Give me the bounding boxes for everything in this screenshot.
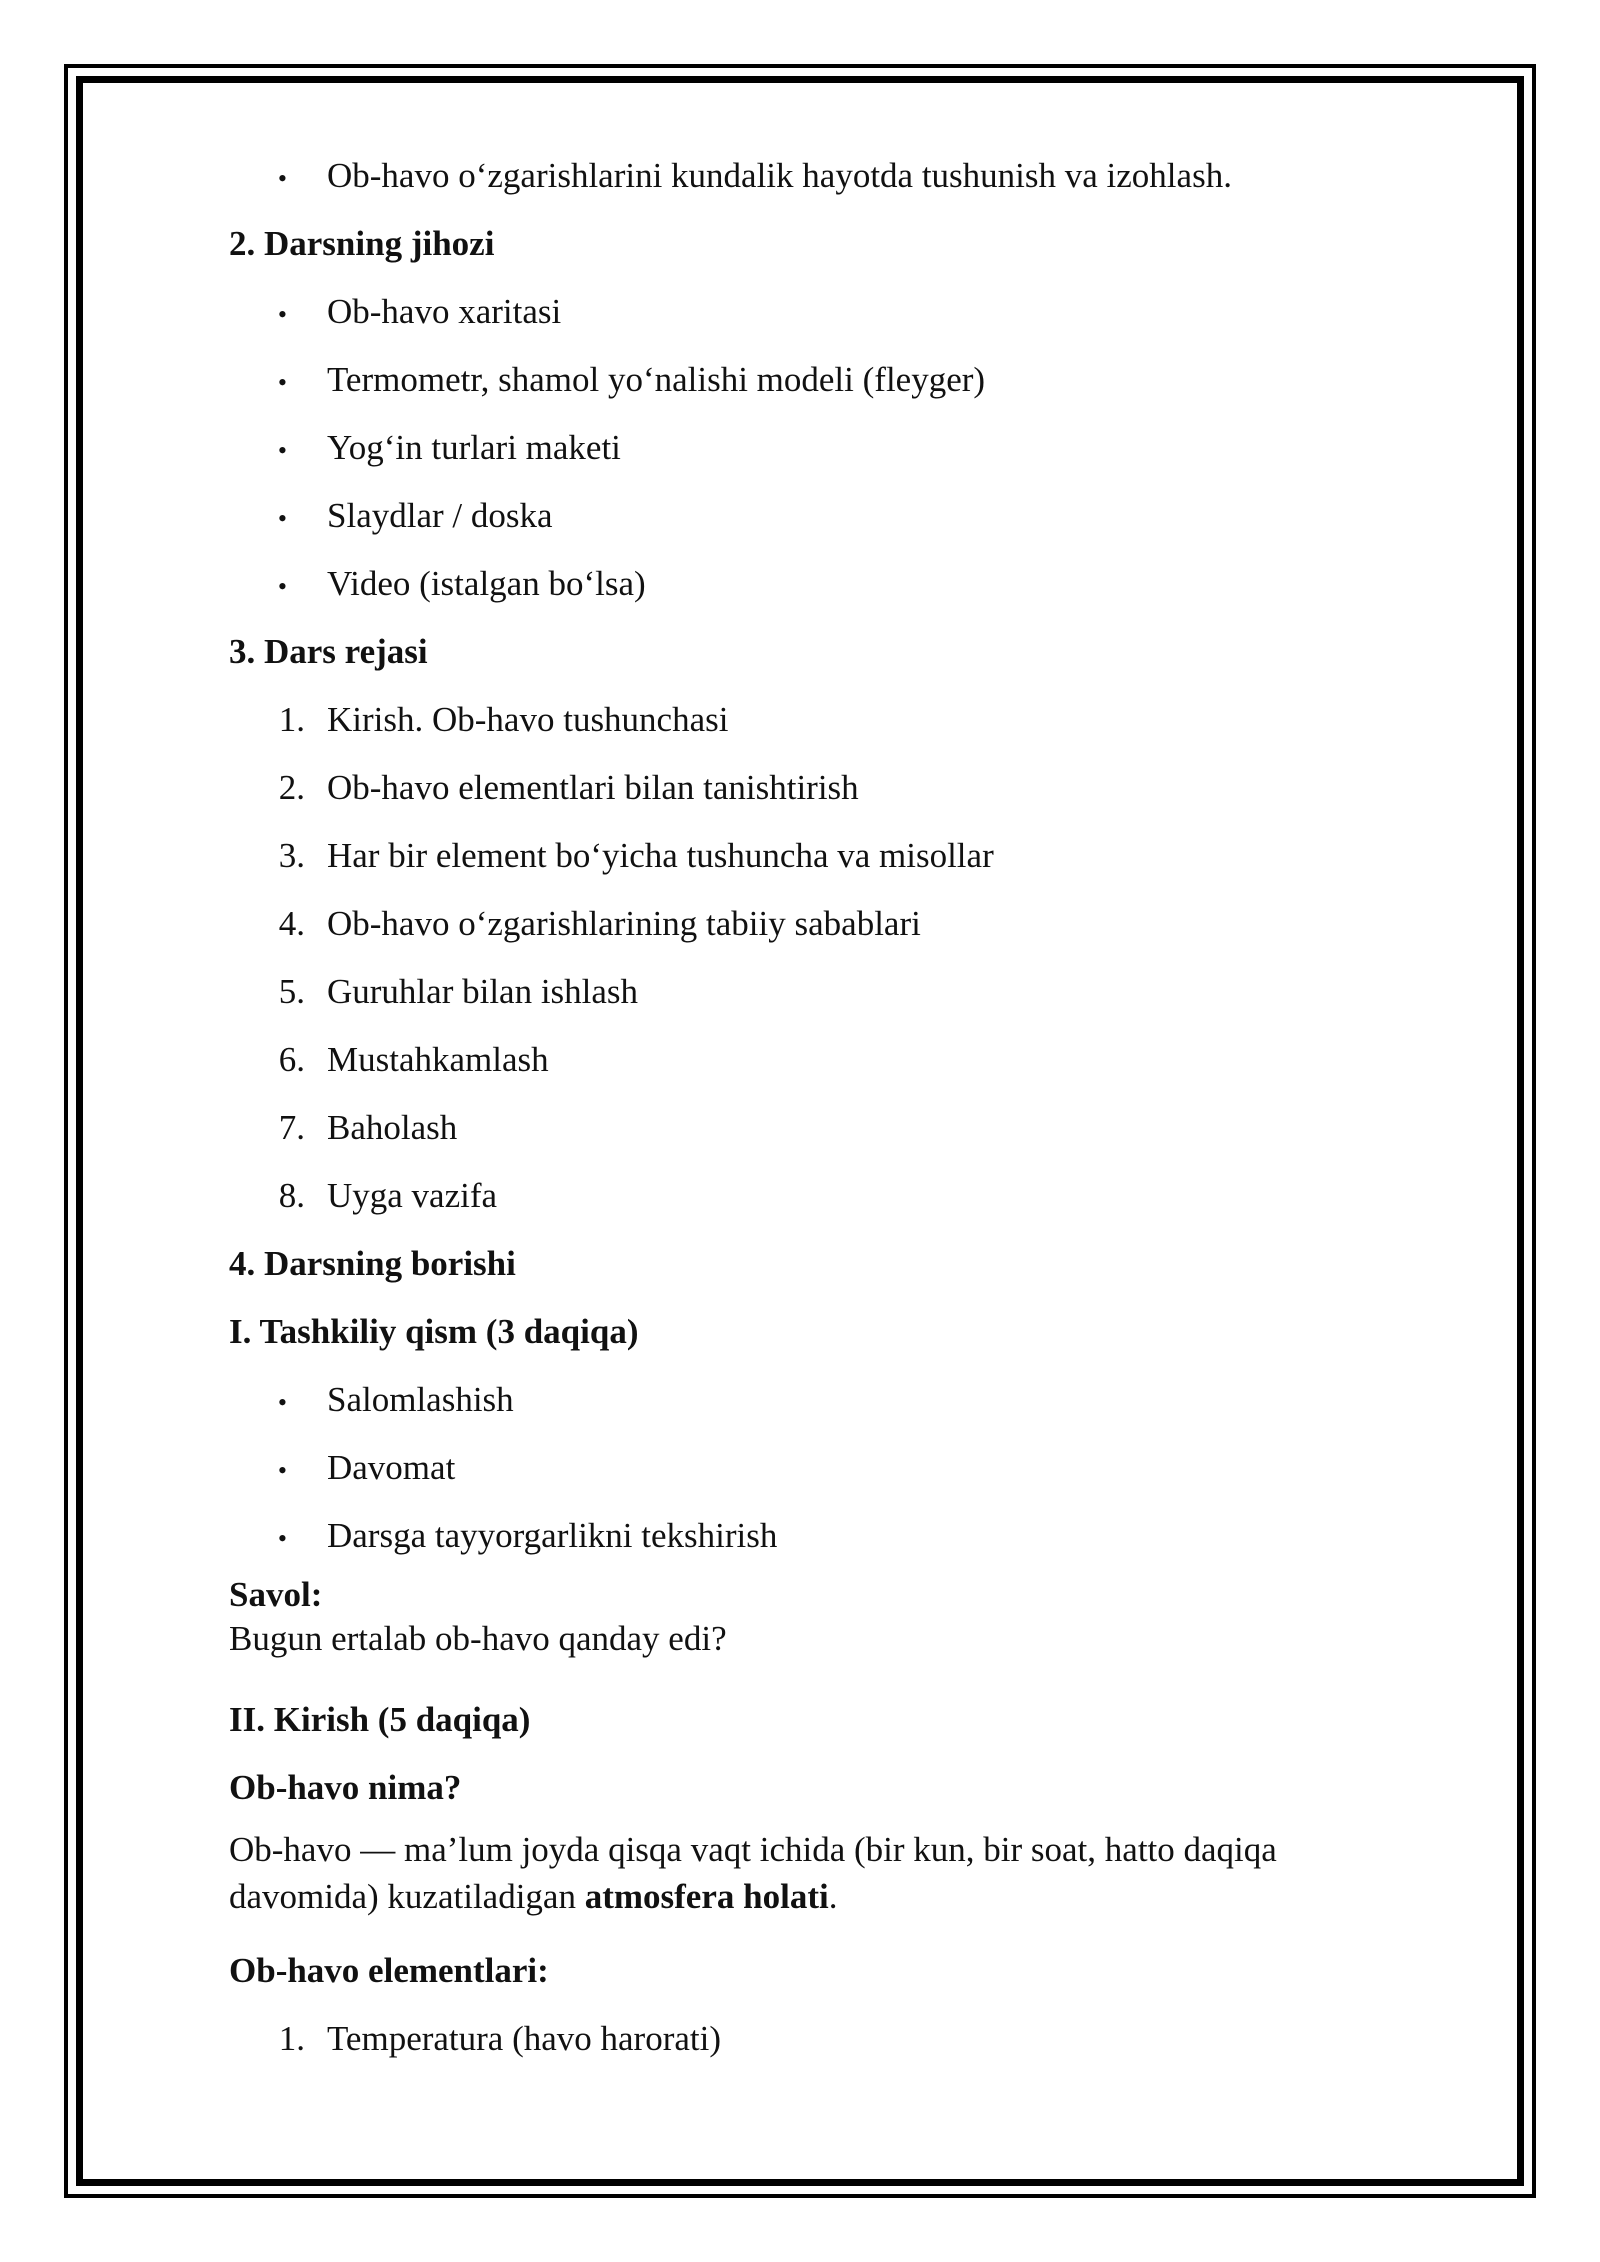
subheading-weather-elements: Ob-havo elementlari: [229, 1951, 549, 1990]
list-item-text: Ob-havo elementlari bilan tanishtirish [327, 768, 859, 807]
list-number: 6. [278, 1040, 305, 1079]
numbered-list-item [229, 1030, 1379, 1098]
definition-emphasis: atmosfera holati [584, 1877, 829, 1916]
list-item [229, 418, 1379, 486]
bullet-icon: • [277, 164, 287, 193]
definition-end: . [828, 1877, 838, 1916]
list-item [229, 146, 1379, 214]
list-item-text: Ob-havo xaritasi [327, 292, 562, 331]
subsection-heading-organizational: I. Tashkiliy qism (3 daqiqa) [229, 1312, 639, 1351]
list-number: 1. [278, 2019, 305, 2058]
numbered-list-item [229, 1098, 1379, 1166]
document-body [229, 146, 1379, 2077]
list-item-text: Guruhlar bilan ishlash [327, 972, 639, 1011]
list-item-text: Termometr, shamol yo‘nalishi modeli (fleyger) [327, 360, 986, 399]
question-text: Bugun ertalab ob-havo qanday edi? [229, 1619, 727, 1658]
organizational-list [229, 1370, 1379, 1574]
question-label: Savol: [229, 1575, 323, 1614]
section-heading-lesson-plan: 3. Dars rejasi [229, 632, 428, 671]
bullet-icon: • [277, 436, 287, 465]
list-number: 4. [278, 904, 305, 943]
definition-text: Ob-havo — ma’lum joyda qisqa vaqt ichida (bir kun, bir soat, hatto daqiqa davomida) kuzatiladigan [229, 1830, 1277, 1916]
list-number: 7. [278, 1108, 305, 1147]
bullet-icon: • [277, 572, 287, 601]
list-number: 8. [278, 1176, 305, 1215]
list-item [229, 1370, 1379, 1438]
list-item-text: Ob-havo o‘zgarishlarining tabiiy sabablari [327, 904, 921, 943]
equipment-list [229, 282, 1379, 622]
numbered-list-item [229, 962, 1379, 1030]
list-item-text: Har bir element bo‘yicha tushuncha va misollar [327, 836, 994, 875]
list-item-text: Ob-havo o‘zgarishlarini kundalik hayotda tushunish va izohlash. [327, 156, 1232, 195]
subheading-what-is-weather: Ob-havo nima? [229, 1768, 462, 1807]
list-item-text: Davomat [327, 1448, 456, 1487]
list-item-text: Video (istalgan bo‘lsa) [327, 564, 646, 603]
list-item-text: Kirish. Ob-havo tushunchasi [327, 700, 729, 739]
list-item-text: Mustahkamlash [327, 1040, 549, 1079]
subsection-heading-introduction: II. Kirish (5 daqiqa) [229, 1700, 531, 1739]
list-item [229, 1506, 1379, 1574]
list-item-text: Baholash [327, 1108, 458, 1147]
list-item [229, 282, 1379, 350]
list-number: 1. [278, 700, 305, 739]
list-item-text: Temperatura (havo harorati) [327, 2019, 722, 2058]
list-item [229, 1438, 1379, 1506]
list-item-text: Darsga tayyorgarlikni tekshirish [327, 1516, 778, 1555]
list-item-text: Uyga vazifa [327, 1176, 498, 1215]
numbered-list-item [229, 690, 1379, 758]
list-number: 2. [278, 768, 305, 807]
bullet-icon: • [277, 1388, 287, 1417]
list-item [229, 350, 1379, 418]
section-heading-equipment: 2. Darsning jihozi [229, 224, 495, 263]
lesson-plan-list [229, 690, 1379, 1234]
bullet-icon: • [277, 1524, 287, 1553]
section-heading-lesson-flow: 4. Darsning borishi [229, 1244, 516, 1283]
list-item-text: Slaydlar / doska [327, 496, 553, 535]
numbered-list-item [229, 826, 1379, 894]
list-number: 5. [278, 972, 305, 1011]
definition-paragraph [229, 1826, 1369, 1920]
bullet-icon: • [277, 300, 287, 329]
list-item [229, 554, 1379, 622]
numbered-list-item [229, 1166, 1379, 1234]
list-item-text: Yog‘in turlari maketi [327, 428, 621, 467]
bullet-icon: • [277, 368, 287, 397]
numbered-list-item [229, 894, 1379, 962]
list-number: 3. [278, 836, 305, 875]
bullet-icon: • [277, 504, 287, 533]
bullet-icon: • [277, 1456, 287, 1485]
list-item-text: Salomlashish [327, 1380, 514, 1419]
list-item [229, 486, 1379, 554]
numbered-list-item [229, 758, 1379, 826]
weather-elements-list [229, 2009, 1379, 2077]
numbered-list-item [229, 2009, 1379, 2077]
